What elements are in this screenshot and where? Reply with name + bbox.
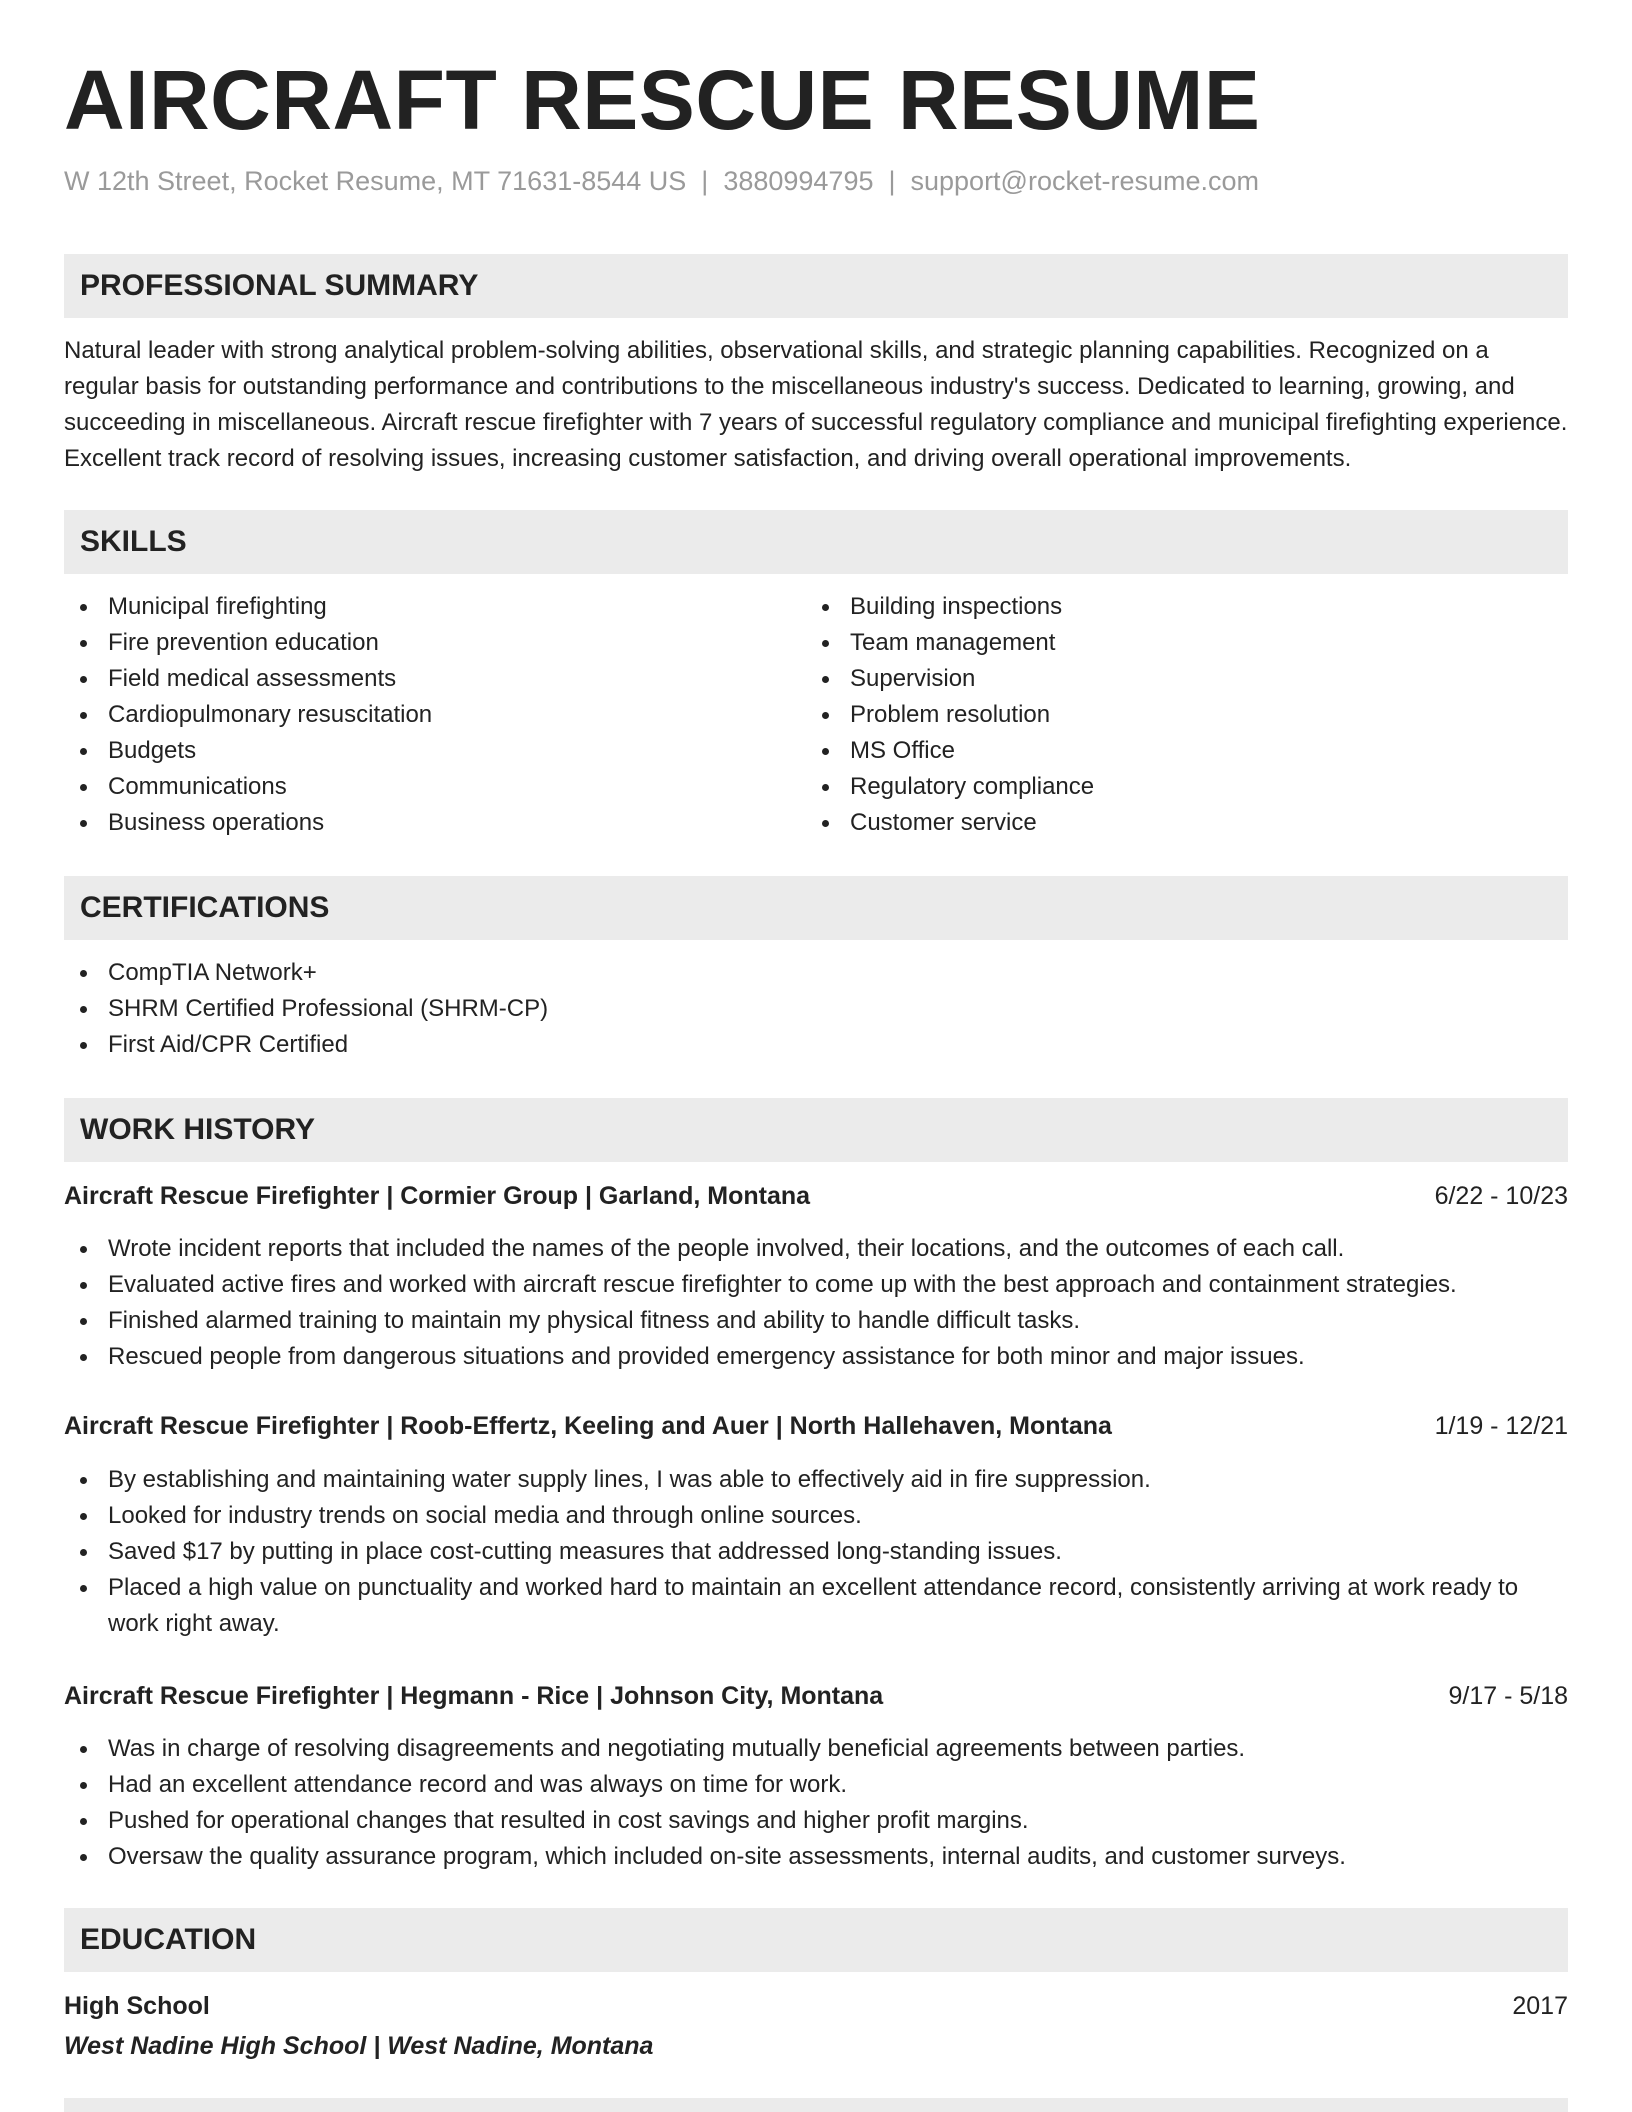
- resume-title: AIRCRAFT RESCUE RESUME: [64, 53, 1261, 147]
- contact-separator: |: [701, 166, 709, 196]
- job-bullets: [64, 1231, 1457, 1375]
- contact-line: [64, 166, 1259, 197]
- education-school: West Nadine High School | West Nadine, Montana: [64, 2032, 654, 2060]
- job-title: Aircraft Rescue Firefighter | Hegmann - Rice | Johnson City, Montana: [64, 1682, 884, 1710]
- contact-phone: 3880994795: [723, 166, 874, 196]
- skills-list-right: [806, 589, 1094, 841]
- section-title: WORK HISTORY: [80, 1113, 316, 1146]
- section-title: SKILLS: [80, 525, 187, 558]
- certification-item: SHRM Certified Professional (SHRM-CP): [64, 991, 548, 1027]
- job-bullet: Placed a high value on punctuality and worked hard to maintain an excellent attendance record, consistently arriving at work ready to work right away.: [64, 1570, 1568, 1642]
- job-bullet: Finished alarmed training to maintain my physical fitness and ability to handle difficult tasks.: [64, 1303, 1457, 1339]
- section-title: PROFESSIONAL SUMMARY: [80, 269, 479, 302]
- skill-item: Business operations: [64, 805, 432, 841]
- skill-item: Fire prevention education: [64, 625, 432, 661]
- skills-list-left: [64, 589, 432, 841]
- contact-email: support@rocket-resume.com: [910, 166, 1260, 196]
- skill-item: Cardiopulmonary resuscitation: [64, 697, 432, 733]
- section-title: CERTIFICATIONS: [80, 891, 330, 924]
- job-bullet: Evaluated active fires and worked with aircraft rescue firefighter to come up with the best approach and containment strategies.: [64, 1267, 1457, 1303]
- job-bullet: Had an excellent attendance record and was always on time for work.: [64, 1767, 1346, 1803]
- job-bullet: Was in charge of resolving disagreements and negotiating mutually beneficial agreements between parties.: [64, 1731, 1346, 1767]
- education-degree: High School: [64, 1992, 210, 2020]
- job-bullet: Pushed for operational changes that resulted in cost savings and higher profit margins.: [64, 1803, 1346, 1839]
- skill-item: Supervision: [806, 661, 1094, 697]
- skill-item: MS Office: [806, 733, 1094, 769]
- section-header-summary: [64, 254, 1568, 318]
- skill-item: Field medical assessments: [64, 661, 432, 697]
- job-dates: 9/17 - 5/18: [1448, 1682, 1568, 1710]
- skill-item: Building inspections: [806, 589, 1094, 625]
- certification-item: CompTIA Network+: [64, 955, 548, 991]
- section-header-work-history: [64, 1098, 1568, 1162]
- skill-item: Customer service: [806, 805, 1094, 841]
- skill-item: Budgets: [64, 733, 432, 769]
- contact-separator: |: [888, 166, 896, 196]
- certifications-list: [64, 955, 548, 1063]
- job-bullets: [64, 1462, 1568, 1642]
- job-bullets: [64, 1731, 1346, 1875]
- job-title: Aircraft Rescue Firefighter | Cormier Group | Garland, Montana: [64, 1182, 811, 1210]
- job-bullet: Saved $17 by putting in place cost-cutting measures that addressed long-standing issues.: [64, 1534, 1568, 1570]
- section-header-certifications: [64, 876, 1568, 940]
- skill-item: Municipal firefighting: [64, 589, 432, 625]
- job-bullet: Oversaw the quality assurance program, which included on-site assessments, internal audits, and customer surveys.: [64, 1839, 1346, 1875]
- job-bullet: Looked for industry trends on social media and through online sources.: [64, 1498, 1568, 1534]
- section-header-education: [64, 1908, 1568, 1972]
- job-dates: 1/19 - 12/21: [1434, 1412, 1568, 1440]
- contact-address: W 12th Street, Rocket Resume, MT 71631-8544 US: [64, 166, 687, 196]
- education-year: 2017: [1512, 1992, 1568, 2020]
- job-bullet: Wrote incident reports that included the names of the people involved, their locations, and the outcomes of each call.: [64, 1231, 1457, 1267]
- skill-item: Team management: [806, 625, 1094, 661]
- skill-item: Regulatory compliance: [806, 769, 1094, 805]
- job-title: Aircraft Rescue Firefighter | Roob-Effertz, Keeling and Auer | North Hallehaven, Montana: [64, 1412, 1112, 1440]
- section-header-next: [64, 2098, 1568, 2112]
- skill-item: Communications: [64, 769, 432, 805]
- section-header-skills: [64, 510, 1568, 574]
- job-dates: 6/22 - 10/23: [1434, 1182, 1568, 1210]
- certification-item: First Aid/CPR Certified: [64, 1027, 548, 1063]
- job-bullet: Rescued people from dangerous situations and provided emergency assistance for both minor and major issues.: [64, 1339, 1457, 1375]
- section-title: EDUCATION: [80, 1923, 257, 1956]
- job-bullet: By establishing and maintaining water supply lines, I was able to effectively aid in fire suppression.: [64, 1462, 1568, 1498]
- summary-text: Natural leader with strong analytical problem-solving abilities, observational skills, and strategic planning capabilities. Recognized on a regular basis for outstanding performance and contributions to the miscellaneous industry's success. Dedicated to learning, growing, and succeeding in miscellaneous. Aircraft rescue firefighter with 7 years of successful regulatory compliance and municipal firefighting experience. Excellent track record of resolving issues, increasing customer satisfaction, and driving overall operational improvements.: [64, 337, 1568, 472]
- skill-item: Problem resolution: [806, 697, 1094, 733]
